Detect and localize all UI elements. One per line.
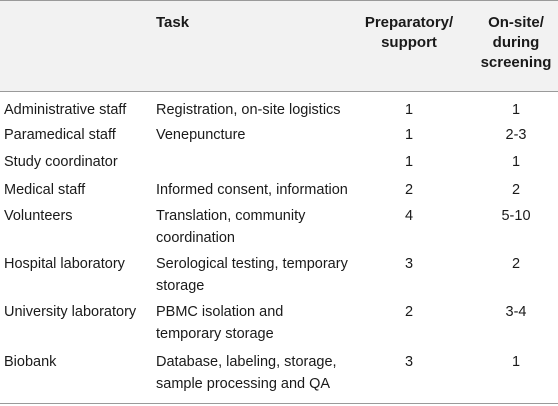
task-line2: temporary storage — [156, 326, 274, 342]
role-cell: Paramedical staff — [4, 127, 116, 143]
header-preparatory — [362, 13, 456, 53]
role-cell: University laboratory — [4, 304, 137, 320]
onsite-cell: 1 — [511, 102, 521, 118]
task-line1: Translation, community — [156, 208, 306, 224]
task-cell — [156, 205, 361, 249]
task-cell: Venepuncture — [156, 127, 246, 143]
role-cell: Hospital laboratory — [4, 256, 125, 272]
header-onsite-line1: On-site/ — [488, 14, 544, 31]
header-task: Task — [156, 14, 190, 31]
role-cell: Biobank — [4, 354, 57, 370]
header-onsite — [470, 13, 558, 73]
role-cell: Volunteers — [4, 208, 73, 224]
task-cell — [156, 253, 361, 297]
task-cell: Informed consent, information — [156, 182, 348, 198]
task-line2: coordination — [156, 230, 235, 246]
table-header — [0, 0, 558, 92]
prep-cell: 2 — [404, 304, 414, 320]
onsite-cell: 1 — [511, 354, 521, 370]
prep-cell: 4 — [404, 208, 414, 224]
onsite-cell: 5-10 — [501, 208, 531, 224]
role-cell: Administrative staff — [4, 102, 127, 118]
task-cell: Registration, on-site logistics — [156, 102, 341, 118]
prep-cell: 3 — [404, 354, 414, 370]
header-prep-line2: support — [381, 34, 437, 51]
task-cell — [156, 301, 361, 345]
prep-cell: 3 — [404, 256, 414, 272]
onsite-cell: 2 — [511, 256, 521, 272]
table-bottom-rule — [0, 403, 558, 404]
prep-cell: 1 — [404, 154, 414, 170]
prep-cell: 2 — [404, 182, 414, 198]
header-onsite-line2: during — [492, 34, 540, 51]
task-cell — [156, 351, 361, 395]
task-line1: Serological testing, temporary — [156, 256, 348, 272]
role-cell: Medical staff — [4, 182, 86, 198]
header-prep-line1: Preparatory/ — [364, 14, 454, 31]
header-onsite-line3: screening — [480, 54, 552, 71]
task-line2: storage — [156, 278, 205, 294]
prep-cell: 1 — [404, 102, 414, 118]
task-line1: PBMC isolation and — [156, 304, 284, 320]
task-line1: Database, labeling, storage, — [156, 354, 337, 370]
task-line2: sample processing and QA — [156, 376, 331, 392]
onsite-cell: 3-4 — [505, 304, 527, 320]
role-cell: Study coordinator — [4, 154, 118, 170]
onsite-cell: 2 — [511, 182, 521, 198]
onsite-cell: 1 — [511, 154, 521, 170]
prep-cell: 1 — [404, 127, 414, 143]
onsite-cell: 2-3 — [505, 127, 527, 143]
